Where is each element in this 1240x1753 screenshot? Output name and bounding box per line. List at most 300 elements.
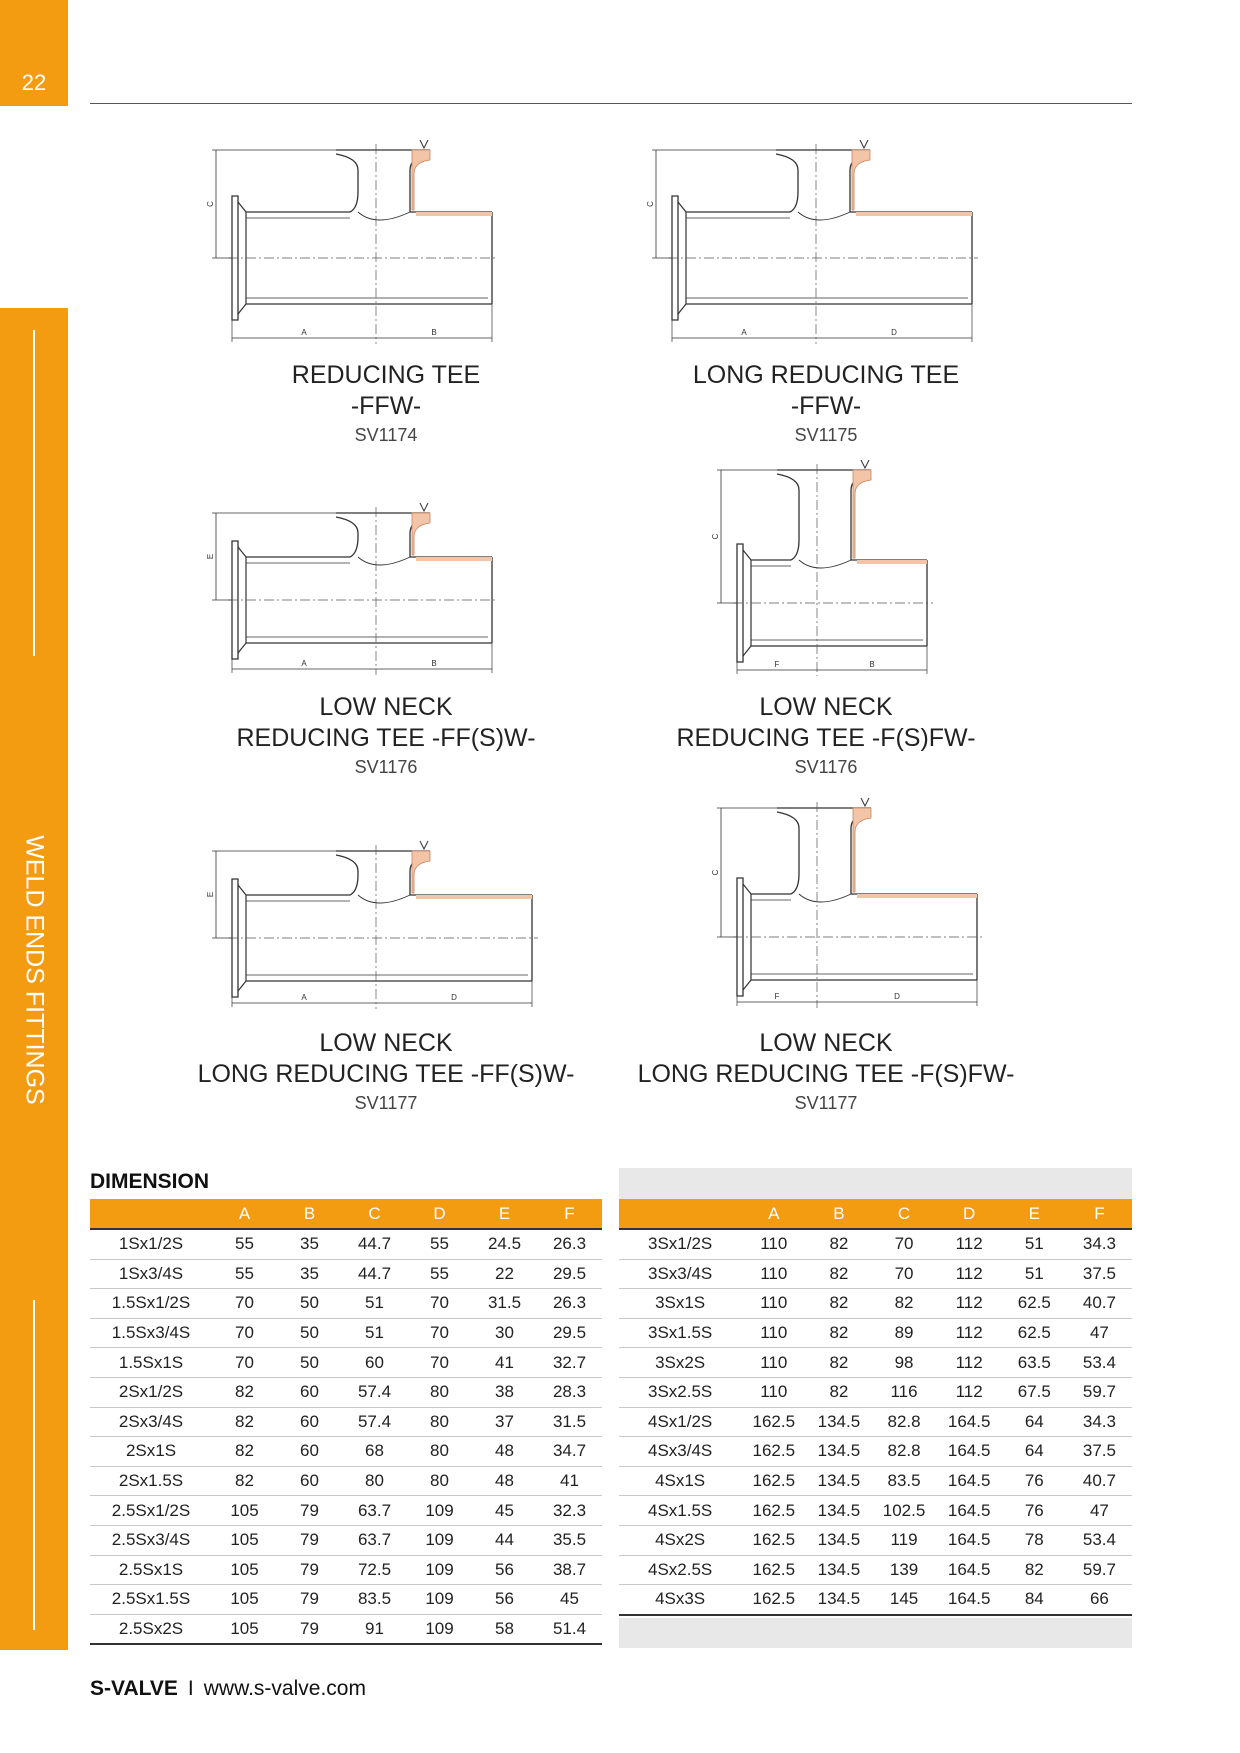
cell-value: 50: [277, 1289, 342, 1319]
cell-value: 109: [407, 1525, 472, 1555]
cell-value: 105: [212, 1555, 277, 1585]
caption-sv1177-fsfw: [576, 1028, 1076, 1116]
cell-size: 4Sx3/4S: [619, 1437, 741, 1467]
weld-symbol-icon: [860, 140, 868, 148]
cell-value: 119: [871, 1525, 936, 1555]
product-code: SV1176: [794, 757, 858, 777]
cell-value: 76: [1002, 1496, 1067, 1526]
cell-size: 2.5Sx1S: [90, 1555, 212, 1585]
branch-joint: [799, 560, 851, 568]
cell-value: 80: [342, 1466, 407, 1496]
table-row: [90, 1555, 602, 1585]
cell-value: 134.5: [806, 1555, 871, 1585]
cell-value: 76: [1002, 1466, 1067, 1496]
cell-value: 55: [212, 1259, 277, 1289]
cell-value: 112: [937, 1377, 1002, 1407]
cell-value: 37: [472, 1407, 537, 1437]
header-b: B: [806, 1199, 871, 1229]
cell-value: 162.5: [741, 1437, 806, 1467]
cell-value: 55: [407, 1229, 472, 1259]
cell-size: 2.5Sx3/4S: [90, 1525, 212, 1555]
header-c: C: [871, 1199, 936, 1229]
cell-value: 134.5: [806, 1407, 871, 1437]
dimension-table-left: [90, 1199, 602, 1645]
cell-value: 70: [871, 1259, 936, 1289]
caption-sv1175: [576, 360, 1076, 448]
cell-value: 105: [212, 1496, 277, 1526]
cell-value: 53.4: [1067, 1348, 1132, 1378]
table-row: [619, 1555, 1132, 1585]
cell-size: 2.5Sx1/2S: [90, 1496, 212, 1526]
product-subtitle: LONG REDUCING TEE -FF(S)W-: [197, 1060, 575, 1088]
weld-highlight-run: [856, 212, 972, 216]
cell-value: 28.3: [537, 1377, 602, 1407]
table-row: [90, 1525, 602, 1555]
header-a: A: [741, 1199, 806, 1229]
cell-value: 162.5: [741, 1466, 806, 1496]
cell-value: 45: [537, 1585, 602, 1615]
cell-value: 112: [937, 1348, 1002, 1378]
cell-value: 91: [342, 1614, 407, 1644]
cell-value: 32.7: [537, 1348, 602, 1378]
cell-value: 51: [1002, 1259, 1067, 1289]
product-code: SV1177: [794, 1093, 858, 1113]
caption-sv1177-ffsw: [136, 1028, 636, 1116]
branch-joint: [358, 895, 410, 903]
cell-value: 22: [472, 1259, 537, 1289]
header-f: F: [1067, 1199, 1132, 1229]
cell-value: 110: [741, 1377, 806, 1407]
weld-symbol-icon: [861, 798, 869, 806]
cell-value: 38: [472, 1377, 537, 1407]
cell-size: 1Sx1/2S: [90, 1229, 212, 1259]
cell-value: 24.5: [472, 1229, 537, 1259]
cell-value: 110: [741, 1348, 806, 1378]
weld-highlight-run: [416, 557, 492, 561]
product-title: LOW NECK: [759, 693, 893, 721]
cell-value: 56: [472, 1555, 537, 1585]
cell-value: 110: [741, 1229, 806, 1259]
cell-value: 83.5: [871, 1466, 936, 1496]
cell-value: 47: [1067, 1318, 1132, 1348]
product-code: SV1177: [354, 1093, 418, 1113]
table-row: [619, 1466, 1132, 1496]
dim-label-d: D: [891, 328, 897, 337]
cell-value: 44.7: [342, 1229, 407, 1259]
cell-value: 82: [806, 1289, 871, 1319]
table-row: [90, 1496, 602, 1526]
cell-value: 40.7: [1067, 1466, 1132, 1496]
cell-value: 57.4: [342, 1377, 407, 1407]
weld-highlight: [853, 808, 871, 892]
cell-value: 35.5: [537, 1525, 602, 1555]
cell-value: 70: [871, 1229, 936, 1259]
product-title: LOW NECK: [319, 693, 453, 721]
caption-sv1176-ffsw: [136, 692, 636, 780]
cell-size: 4Sx2.5S: [619, 1555, 741, 1585]
cell-size: 3Sx3/4S: [619, 1259, 741, 1289]
footer: [90, 1677, 366, 1701]
cell-value: 112: [937, 1289, 1002, 1319]
weld-highlight-run: [416, 895, 532, 899]
table-row: [619, 1496, 1132, 1526]
cell-value: 41: [537, 1466, 602, 1496]
cell-value: 80: [407, 1377, 472, 1407]
cell-value: 26.3: [537, 1289, 602, 1319]
cell-value: 70: [212, 1318, 277, 1348]
cell-value: 134.5: [806, 1437, 871, 1467]
cell-size: 4Sx1.5S: [619, 1496, 741, 1526]
drawing-low-neck-reducing-tee-fsfw: [711, 462, 955, 682]
cell-value: 60: [342, 1348, 407, 1378]
page-number: 22: [21, 70, 47, 95]
cell-size: 2Sx3/4S: [90, 1407, 212, 1437]
cell-value: 80: [407, 1407, 472, 1437]
table-row: [619, 1407, 1132, 1437]
cell-value: 31.5: [472, 1289, 537, 1319]
side-divider-bottom: [33, 1300, 35, 1630]
dim-label-c: C: [711, 533, 720, 540]
dim-label-a: A: [301, 659, 307, 668]
dim-label-f: F: [774, 992, 780, 1001]
cell-value: 34.3: [1067, 1407, 1132, 1437]
cell-value: 53.4: [1067, 1525, 1132, 1555]
cell-value: 82: [806, 1229, 871, 1259]
cell-value: 79: [277, 1496, 342, 1526]
cell-value: 112: [937, 1259, 1002, 1289]
cell-size: 4Sx1S: [619, 1466, 741, 1496]
table-row: [619, 1229, 1132, 1259]
cell-value: 84: [1002, 1585, 1067, 1615]
cell-value: 70: [212, 1348, 277, 1378]
cell-value: 82: [871, 1289, 936, 1319]
cell-value: 70: [407, 1348, 472, 1378]
header-rule: [90, 103, 1132, 104]
cell-value: 109: [407, 1614, 472, 1644]
header-a: A: [212, 1199, 277, 1229]
cell-value: 162.5: [741, 1525, 806, 1555]
cell-value: 70: [212, 1289, 277, 1319]
cell-size: 1Sx3/4S: [90, 1259, 212, 1289]
cell-value: 112: [937, 1229, 1002, 1259]
cell-value: 164.5: [937, 1585, 1002, 1615]
cell-value: 60: [277, 1377, 342, 1407]
dimension-band-right: [619, 1168, 1132, 1199]
drawing-low-neck-reducing-tee-ffsw: [206, 497, 510, 682]
weld-symbol-icon: [420, 841, 428, 849]
cell-size: 3Sx1/2S: [619, 1229, 741, 1259]
weld-highlight: [852, 150, 870, 210]
cell-value: 64: [1002, 1407, 1067, 1437]
cell-value: 64: [1002, 1437, 1067, 1467]
cell-value: 79: [277, 1555, 342, 1585]
cell-value: 80: [407, 1437, 472, 1467]
cell-value: 162.5: [741, 1496, 806, 1526]
cell-value: 83.5: [342, 1585, 407, 1615]
drawing-reducing-tee: [206, 142, 510, 352]
cell-value: 50: [277, 1348, 342, 1378]
header-d: D: [407, 1199, 472, 1229]
cell-value: 82.8: [871, 1407, 936, 1437]
cell-value: 55: [212, 1229, 277, 1259]
cell-value: 78: [1002, 1525, 1067, 1555]
cell-value: 164.5: [937, 1437, 1002, 1467]
cell-size: 2.5Sx2S: [90, 1614, 212, 1644]
cell-size: 2.5Sx1.5S: [90, 1585, 212, 1615]
weld-highlight-run: [416, 212, 492, 216]
dim-label-c: C: [646, 201, 655, 207]
cell-size: 4Sx2S: [619, 1525, 741, 1555]
weld-symbol-icon: [420, 140, 428, 148]
caption-sv1174: [136, 360, 636, 448]
cell-value: 112: [937, 1318, 1002, 1348]
dim-label-f: F: [774, 660, 780, 669]
cell-value: 45: [472, 1496, 537, 1526]
cell-size: 3Sx2.5S: [619, 1377, 741, 1407]
weld-highlight-run: [857, 894, 977, 898]
cell-value: 109: [407, 1496, 472, 1526]
branch-joint: [799, 894, 851, 902]
table-right-footer-band: [619, 1618, 1132, 1648]
table-row: [619, 1437, 1132, 1467]
branch-left: [336, 154, 358, 212]
cell-value: 51.4: [537, 1614, 602, 1644]
cell-value: 82: [806, 1318, 871, 1348]
cell-value: 105: [212, 1614, 277, 1644]
table-row: [619, 1318, 1132, 1348]
cell-value: 62.5: [1002, 1289, 1067, 1319]
table-row: [90, 1318, 602, 1348]
cell-value: 38.7: [537, 1555, 602, 1585]
footer-brand: S-VALVE: [90, 1677, 178, 1700]
cell-value: 162.5: [741, 1555, 806, 1585]
table-row: [90, 1348, 602, 1378]
cell-size: 1.5Sx3/4S: [90, 1318, 212, 1348]
cell-value: 164.5: [937, 1407, 1002, 1437]
product-subtitle: -FFW-: [790, 392, 862, 420]
cell-size: 1.5Sx1S: [90, 1348, 212, 1378]
cell-value: 37.5: [1067, 1437, 1132, 1467]
table-row: [619, 1585, 1132, 1615]
cell-value: 79: [277, 1585, 342, 1615]
cell-size: 3Sx1.5S: [619, 1318, 741, 1348]
cell-value: 57.4: [342, 1407, 407, 1437]
cell-value: 44: [472, 1525, 537, 1555]
branch-left: [777, 474, 799, 560]
table-row: [619, 1348, 1132, 1378]
cell-value: 110: [741, 1318, 806, 1348]
weld-symbol-icon: [420, 503, 428, 511]
cell-value: 164.5: [937, 1555, 1002, 1585]
product-code: SV1176: [354, 757, 418, 777]
cell-value: 134.5: [806, 1466, 871, 1496]
weld-highlight: [853, 470, 871, 558]
cell-value: 51: [1002, 1229, 1067, 1259]
product-title: LONG REDUCING TEE: [692, 361, 960, 389]
cell-value: 79: [277, 1614, 342, 1644]
cell-value: 41: [472, 1348, 537, 1378]
cell-value: 162.5: [741, 1585, 806, 1615]
cell-value: 72.5: [342, 1555, 407, 1585]
cell-value: 63.7: [342, 1496, 407, 1526]
cell-value: 80: [407, 1466, 472, 1496]
dim-label-b: B: [869, 660, 875, 669]
dim-label-e: E: [206, 891, 215, 898]
cell-value: 82: [212, 1466, 277, 1496]
branch-left: [336, 517, 358, 557]
cell-value: 82: [212, 1437, 277, 1467]
table-row: [619, 1259, 1132, 1289]
cell-value: 62.5: [1002, 1318, 1067, 1348]
cell-value: 63.7: [342, 1525, 407, 1555]
dim-label-a: A: [741, 328, 747, 337]
cell-value: 82: [806, 1377, 871, 1407]
table-row: [90, 1377, 602, 1407]
header-size: [90, 1199, 212, 1229]
weld-highlight: [412, 150, 430, 210]
cell-value: 109: [407, 1585, 472, 1615]
drawing-low-neck-long-reducing-tee-fsfw: [711, 800, 995, 1015]
branch-left: [776, 154, 798, 212]
drawing-long-reducing-tee: [646, 142, 990, 352]
cell-value: 35: [277, 1229, 342, 1259]
dim-label-a: A: [301, 993, 307, 1002]
product-subtitle: LONG REDUCING TEE -F(S)FW-: [637, 1060, 1015, 1088]
cell-value: 55: [407, 1259, 472, 1289]
cell-size: 3Sx2S: [619, 1348, 741, 1378]
header-size: [619, 1199, 741, 1229]
cell-value: 82: [212, 1377, 277, 1407]
cell-value: 48: [472, 1466, 537, 1496]
branch-left: [777, 812, 799, 894]
header-f: F: [537, 1199, 602, 1229]
cell-size: 4Sx1/2S: [619, 1407, 741, 1437]
footer-url[interactable]: www.s-valve.com: [203, 1677, 366, 1700]
cell-value: 105: [212, 1525, 277, 1555]
cell-value: 70: [407, 1289, 472, 1319]
cell-size: 1.5Sx1/2S: [90, 1289, 212, 1319]
cell-value: 51: [342, 1289, 407, 1319]
dim-label-c: C: [711, 869, 720, 876]
dim-label-e: E: [206, 553, 215, 560]
cell-value: 164.5: [937, 1466, 1002, 1496]
table-row: [619, 1525, 1132, 1555]
product-subtitle: -FFW-: [350, 392, 422, 420]
dimension-table-right: [619, 1199, 1132, 1616]
cell-value: 35: [277, 1259, 342, 1289]
cell-value: 66: [1067, 1585, 1132, 1615]
branch-joint: [358, 557, 410, 565]
table-row: [90, 1466, 602, 1496]
cell-value: 59.7: [1067, 1555, 1132, 1585]
cell-value: 82: [806, 1348, 871, 1378]
table-row: [90, 1289, 602, 1319]
cell-value: 29.5: [537, 1259, 602, 1289]
cell-value: 82: [212, 1407, 277, 1437]
cell-value: 31.5: [537, 1407, 602, 1437]
cell-value: 34.7: [537, 1437, 602, 1467]
cell-size: 2Sx1.5S: [90, 1466, 212, 1496]
weld-highlight: [412, 513, 430, 555]
cell-value: 110: [741, 1259, 806, 1289]
header-c: C: [342, 1199, 407, 1229]
cell-value: 164.5: [937, 1525, 1002, 1555]
section-label: WELD ENDS FITTINGS: [20, 835, 49, 1105]
product-subtitle: REDUCING TEE -F(S)FW-: [676, 724, 976, 752]
cell-size: 4Sx3S: [619, 1585, 741, 1615]
caption-sv1176-fsfw: [576, 692, 1076, 780]
product-code: SV1175: [794, 425, 858, 445]
cell-value: 32.3: [537, 1496, 602, 1526]
table-row: [619, 1377, 1132, 1407]
table-row: [90, 1407, 602, 1437]
cell-value: 59.7: [1067, 1377, 1132, 1407]
cell-value: 48: [472, 1437, 537, 1467]
dim-label-c: C: [206, 201, 215, 207]
cell-size: 3Sx1S: [619, 1289, 741, 1319]
cell-value: 56: [472, 1585, 537, 1615]
table-row: [90, 1614, 602, 1644]
product-code: SV1174: [354, 425, 418, 445]
cell-value: 30: [472, 1318, 537, 1348]
header-d: D: [937, 1199, 1002, 1229]
table-row: [90, 1229, 602, 1259]
weld-highlight: [412, 851, 430, 893]
cell-value: 82: [806, 1259, 871, 1289]
cell-value: 89: [871, 1318, 936, 1348]
dimension-title: DIMENSION: [90, 1170, 210, 1193]
cell-value: 47: [1067, 1496, 1132, 1526]
cell-value: 34.3: [1067, 1229, 1132, 1259]
cell-value: 26.3: [537, 1229, 602, 1259]
cell-value: 105: [212, 1585, 277, 1615]
cell-value: 145: [871, 1585, 936, 1615]
table-row: [90, 1437, 602, 1467]
dim-label-a: A: [301, 328, 307, 337]
dim-label-b: B: [431, 659, 437, 668]
cell-value: 82: [1002, 1555, 1067, 1585]
cell-value: 98: [871, 1348, 936, 1378]
cell-value: 63.5: [1002, 1348, 1067, 1378]
header-b: B: [277, 1199, 342, 1229]
weld-symbol-icon: [861, 460, 869, 468]
cell-value: 40.7: [1067, 1289, 1132, 1319]
drawing-low-neck-long-reducing-tee-ffsw: [206, 835, 550, 1015]
weld-highlight-run: [857, 560, 927, 564]
cell-value: 29.5: [537, 1318, 602, 1348]
cell-value: 110: [741, 1289, 806, 1319]
cell-value: 58: [472, 1614, 537, 1644]
cell-value: 51: [342, 1318, 407, 1348]
cell-value: 44.7: [342, 1259, 407, 1289]
cell-size: 2Sx1/2S: [90, 1377, 212, 1407]
dim-label-d: D: [894, 992, 900, 1001]
cell-value: 134.5: [806, 1496, 871, 1526]
branch-joint: [358, 212, 410, 220]
header-e: E: [472, 1199, 537, 1229]
header-e: E: [1002, 1199, 1067, 1229]
cell-value: 164.5: [937, 1496, 1002, 1526]
cell-value: 102.5: [871, 1496, 936, 1526]
cell-value: 68: [342, 1437, 407, 1467]
product-title: LOW NECK: [319, 1029, 453, 1057]
cell-value: 50: [277, 1318, 342, 1348]
footer-separator: I: [187, 1677, 194, 1700]
product-subtitle: REDUCING TEE -FF(S)W-: [236, 724, 536, 752]
cell-value: 60: [277, 1437, 342, 1467]
cell-value: 79: [277, 1525, 342, 1555]
dim-label-d: D: [451, 993, 457, 1002]
